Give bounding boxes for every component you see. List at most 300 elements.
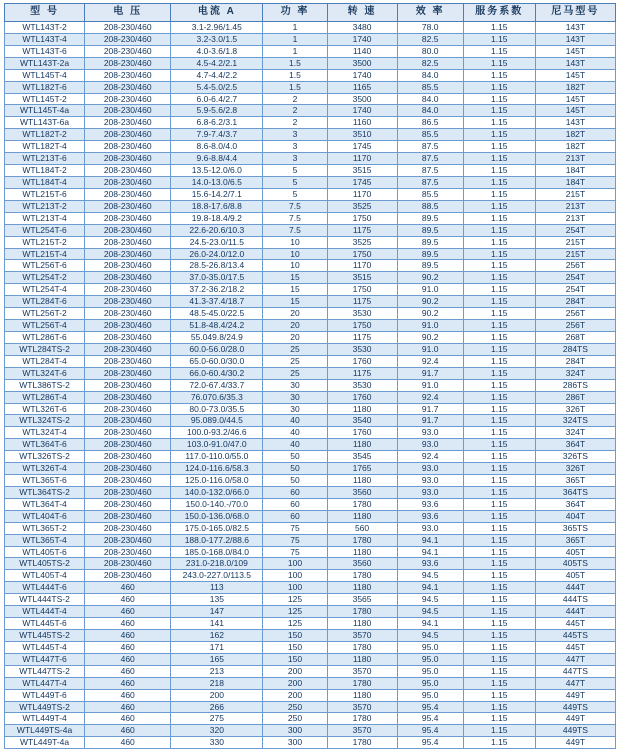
table-cell: 1750: [327, 320, 397, 332]
table-cell: 60: [263, 486, 327, 498]
table-cell: 113: [171, 582, 263, 594]
table-cell: 208-230/460: [85, 81, 171, 93]
table-cell: WTL386TS-2: [5, 379, 85, 391]
table-cell: 208-230/460: [85, 296, 171, 308]
table-row: [5, 379, 616, 391]
table-row: [5, 510, 616, 522]
table-cell: 7.5: [263, 212, 327, 224]
table-cell: 208-230/460: [85, 570, 171, 582]
table-cell: 365T: [535, 534, 615, 546]
table-cell: 75: [263, 522, 327, 534]
table-cell: 10: [263, 248, 327, 260]
table-row: [5, 81, 616, 93]
table-cell: 10: [263, 236, 327, 248]
table-cell: 449T: [535, 713, 615, 725]
table-cell: WTL447T-4: [5, 677, 85, 689]
motor-spec-table: [4, 3, 616, 749]
table-cell: 208-230/460: [85, 475, 171, 487]
table-row: [5, 355, 616, 367]
table-cell: 3570: [327, 630, 397, 642]
table-row: [5, 725, 616, 737]
table-cell: 208-230/460: [85, 224, 171, 236]
table-cell: 449T: [535, 689, 615, 701]
table-cell: 1.15: [463, 737, 535, 749]
table-cell: WTL256T-6: [5, 260, 85, 272]
table-row: [5, 582, 616, 594]
table-cell: 256T: [535, 260, 615, 272]
table-cell: 1.15: [463, 212, 535, 224]
table-cell: 3.1-2.96/1.45: [171, 22, 263, 34]
table-cell: 80.0-73.0/35.5: [171, 403, 263, 415]
table-cell: 3545: [327, 451, 397, 463]
table-cell: 28.5-26.8/13.4: [171, 260, 263, 272]
table-cell: 365T: [535, 475, 615, 487]
table-cell: 449TS: [535, 725, 615, 737]
table-cell: 19.8-18.4/9.2: [171, 212, 263, 224]
table-row: [5, 570, 616, 582]
table-cell: WTL449T-4: [5, 713, 85, 725]
table-cell: 208-230/460: [85, 558, 171, 570]
table-cell: 1.5: [263, 57, 327, 69]
table-cell: 326TS: [535, 451, 615, 463]
table-cell: 84.0: [397, 69, 463, 81]
table-cell: 208-230/460: [85, 141, 171, 153]
table-row: [5, 200, 616, 212]
table-cell: 100.0-93.2/46.6: [171, 427, 263, 439]
table-cell: 1.15: [463, 272, 535, 284]
table-cell: 1760: [327, 391, 397, 403]
table-cell: 460: [85, 641, 171, 653]
table-cell: 185.0-168.0/84.0: [171, 546, 263, 558]
table-cell: 3530: [327, 343, 397, 355]
table-cell: 1.15: [463, 534, 535, 546]
table-cell: 213T: [535, 212, 615, 224]
table-cell: 3.2-3.0/1.5: [171, 33, 263, 45]
table-cell: 444TS: [535, 594, 615, 606]
table-cell: 1180: [327, 689, 397, 701]
table-cell: 1745: [327, 141, 397, 153]
table-cell: 93.6: [397, 558, 463, 570]
table-cell: 22.6-20.6/10.3: [171, 224, 263, 236]
table-cell: 208-230/460: [85, 153, 171, 165]
table-cell: 1.15: [463, 93, 535, 105]
table-cell: 1.15: [463, 165, 535, 177]
table-cell: 1.15: [463, 630, 535, 642]
column-header-efficiency: 效 率: [397, 4, 463, 22]
table-cell: 1760: [327, 427, 397, 439]
table-cell: 460: [85, 725, 171, 737]
table-cell: 4.7-4.4/2.2: [171, 69, 263, 81]
table-cell: 1.15: [463, 57, 535, 69]
table-cell: 218: [171, 677, 263, 689]
table-cell: 1.15: [463, 522, 535, 534]
table-cell: 94.5: [397, 606, 463, 618]
table-cell: 254T: [535, 284, 615, 296]
table-cell: 184T: [535, 165, 615, 177]
table-cell: 286TS: [535, 379, 615, 391]
table-cell: WTL445TS-2: [5, 630, 85, 642]
table-row: [5, 665, 616, 677]
table-row: [5, 486, 616, 498]
table-cell: 92.4: [397, 355, 463, 367]
table-cell: WTL215T-6: [5, 188, 85, 200]
table-cell: 6.8-6.2/3.1: [171, 117, 263, 129]
table-cell: 20: [263, 331, 327, 343]
table-cell: 14.0-13.0/6.5: [171, 176, 263, 188]
table-cell: WTL145T-4: [5, 69, 85, 81]
table-row: [5, 141, 616, 153]
table-cell: 208-230/460: [85, 379, 171, 391]
table-cell: 1765: [327, 463, 397, 475]
table-row: [5, 224, 616, 236]
table-cell: WTL182T-4: [5, 141, 85, 153]
table-cell: 324T: [535, 427, 615, 439]
table-cell: 1780: [327, 713, 397, 725]
table-cell: 1.15: [463, 367, 535, 379]
table-cell: 1175: [327, 331, 397, 343]
table-cell: 1.15: [463, 296, 535, 308]
table-cell: 150: [263, 630, 327, 642]
table-cell: 250: [263, 701, 327, 713]
table-cell: WTL184T-2: [5, 165, 85, 177]
table-cell: 3525: [327, 236, 397, 248]
table-row: [5, 618, 616, 630]
table-cell: 48.5-45.0/22.5: [171, 308, 263, 320]
table-cell: 93.6: [397, 510, 463, 522]
table-cell: 460: [85, 582, 171, 594]
table-cell: 200: [171, 689, 263, 701]
table-cell: 26.0-24.0/12.0: [171, 248, 263, 260]
table-body: [5, 22, 616, 749]
table-cell: WTL365T-6: [5, 475, 85, 487]
table-cell: 30: [263, 379, 327, 391]
table-cell: 1.15: [463, 618, 535, 630]
table-row: [5, 498, 616, 510]
table-cell: 1.15: [463, 475, 535, 487]
table-cell: 91.0: [397, 379, 463, 391]
table-cell: 1.15: [463, 236, 535, 248]
table-cell: 1.15: [463, 391, 535, 403]
table-cell: 25: [263, 343, 327, 355]
table-cell: 1.15: [463, 343, 535, 355]
table-cell: WTL326TS-2: [5, 451, 85, 463]
table-cell: 1.15: [463, 248, 535, 260]
table-cell: 256T: [535, 320, 615, 332]
table-row: [5, 630, 616, 642]
table-cell: 86.5: [397, 117, 463, 129]
table-cell: 145T: [535, 69, 615, 81]
table-cell: 1180: [327, 618, 397, 630]
table-cell: 184T: [535, 176, 615, 188]
table-cell: 208-230/460: [85, 463, 171, 475]
table-cell: 1180: [327, 475, 397, 487]
table-cell: 89.5: [397, 260, 463, 272]
table-cell: WTL365T-4: [5, 534, 85, 546]
table-cell: 93.6: [397, 498, 463, 510]
table-cell: 117.0-110.0/55.0: [171, 451, 263, 463]
table-cell: WTL444TS-2: [5, 594, 85, 606]
table-cell: 215T: [535, 236, 615, 248]
table-cell: 143T: [535, 33, 615, 45]
table-cell: 460: [85, 606, 171, 618]
table-cell: 1.15: [463, 665, 535, 677]
table-cell: WTL143T-6a: [5, 117, 85, 129]
table-cell: 65.0-60.0/30.0: [171, 355, 263, 367]
table-cell: 85.5: [397, 81, 463, 93]
table-row: [5, 22, 616, 34]
table-cell: 445T: [535, 618, 615, 630]
table-row: [5, 391, 616, 403]
table-cell: 90.2: [397, 308, 463, 320]
table-cell: 208-230/460: [85, 212, 171, 224]
table-cell: 3: [263, 129, 327, 141]
table-cell: WTL182T-2: [5, 129, 85, 141]
table-cell: 200: [263, 665, 327, 677]
table-cell: 95.0: [397, 641, 463, 653]
table-cell: 95.0: [397, 677, 463, 689]
table-cell: 1.15: [463, 498, 535, 510]
table-cell: 1745: [327, 176, 397, 188]
table-cell: 6.0-6.4/2.7: [171, 93, 263, 105]
table-cell: 89.5: [397, 236, 463, 248]
table-cell: 243.0-227.0/113.5: [171, 570, 263, 582]
table-row: [5, 236, 616, 248]
table-cell: 460: [85, 665, 171, 677]
table-cell: 1.15: [463, 81, 535, 93]
table-cell: 1780: [327, 677, 397, 689]
table-cell: 143T: [535, 117, 615, 129]
table-cell: 135: [171, 594, 263, 606]
table-cell: 208-230/460: [85, 320, 171, 332]
table-cell: 91.0: [397, 284, 463, 296]
table-cell: 3480: [327, 22, 397, 34]
table-cell: 1.15: [463, 427, 535, 439]
table-row: [5, 403, 616, 415]
table-row: [5, 105, 616, 117]
table-cell: 208-230/460: [85, 355, 171, 367]
column-header-service-factor: 服务系数: [463, 4, 535, 22]
table-cell: 1.15: [463, 415, 535, 427]
table-cell: 1750: [327, 284, 397, 296]
table-cell: 50: [263, 475, 327, 487]
table-cell: 1180: [327, 546, 397, 558]
table-cell: 94.1: [397, 618, 463, 630]
table-row: [5, 475, 616, 487]
table-cell: 3515: [327, 165, 397, 177]
table-cell: 1740: [327, 105, 397, 117]
table-cell: 13.5-12.0/6.0: [171, 165, 263, 177]
table-row: [5, 272, 616, 284]
table-row: [5, 367, 616, 379]
table-cell: 95.0: [397, 665, 463, 677]
table-cell: 208-230/460: [85, 33, 171, 45]
table-cell: 100: [263, 570, 327, 582]
table-cell: 1.15: [463, 176, 535, 188]
table-row: [5, 343, 616, 355]
table-cell: 85.5: [397, 129, 463, 141]
table-cell: 3540: [327, 415, 397, 427]
table-cell: WTL449TS-4a: [5, 725, 85, 737]
table-cell: WTL215T-4: [5, 248, 85, 260]
table-cell: WTL184T-4: [5, 176, 85, 188]
table-cell: 208-230/460: [85, 260, 171, 272]
table-cell: 162: [171, 630, 263, 642]
table-row: [5, 522, 616, 534]
table-row: [5, 594, 616, 606]
table-cell: 1175: [327, 367, 397, 379]
table-cell: 94.1: [397, 534, 463, 546]
table-cell: 15: [263, 296, 327, 308]
table-cell: 4.0-3.6/1.8: [171, 45, 263, 57]
table-cell: 300: [263, 725, 327, 737]
table-cell: 3510: [327, 129, 397, 141]
table-cell: WTL405T-6: [5, 546, 85, 558]
table-cell: 1.15: [463, 689, 535, 701]
table-cell: 1780: [327, 737, 397, 749]
table-cell: WTL445T-4: [5, 641, 85, 653]
table-cell: 89.5: [397, 212, 463, 224]
table-cell: 87.5: [397, 153, 463, 165]
table-cell: 94.5: [397, 630, 463, 642]
table-cell: 8.6-8.0/4.0: [171, 141, 263, 153]
table-cell: 100: [263, 582, 327, 594]
table-cell: 124.0-116.6/58.3: [171, 463, 263, 475]
table-cell: 1140: [327, 45, 397, 57]
table-cell: 208-230/460: [85, 331, 171, 343]
table-cell: 444T: [535, 582, 615, 594]
table-cell: WTL447T-6: [5, 653, 85, 665]
table-cell: WTL143T-4: [5, 33, 85, 45]
table-cell: 5: [263, 188, 327, 200]
table-cell: 150.0-140.-/70.0: [171, 498, 263, 510]
table-cell: 208-230/460: [85, 391, 171, 403]
table-cell: WTL364T-6: [5, 439, 85, 451]
table-cell: 1.15: [463, 69, 535, 81]
table-cell: WTL449T-4a: [5, 737, 85, 749]
table-cell: WTL405TS-2: [5, 558, 85, 570]
table-cell: 4.5-4.2/2.1: [171, 57, 263, 69]
table-cell: WTL145T-4a: [5, 105, 85, 117]
table-cell: 326T: [535, 463, 615, 475]
table-cell: WTL444T-4: [5, 606, 85, 618]
table-cell: 143T: [535, 57, 615, 69]
column-header-speed: 转 速: [327, 4, 397, 22]
table-cell: 25: [263, 355, 327, 367]
table-cell: 5: [263, 165, 327, 177]
table-cell: WTL326T-6: [5, 403, 85, 415]
table-cell: WTL404T-6: [5, 510, 85, 522]
table-cell: 143T: [535, 22, 615, 34]
table-cell: 300: [263, 737, 327, 749]
table-cell: 445T: [535, 641, 615, 653]
table-cell: 72.0-67.4/33.7: [171, 379, 263, 391]
table-cell: 3530: [327, 379, 397, 391]
table-cell: WTL145T-2: [5, 93, 85, 105]
table-cell: 1.15: [463, 463, 535, 475]
table-row: [5, 737, 616, 749]
table-cell: 447TS: [535, 665, 615, 677]
table-cell: 1.15: [463, 320, 535, 332]
table-cell: 1.15: [463, 33, 535, 45]
table-row: [5, 713, 616, 725]
table-cell: 100: [263, 558, 327, 570]
table-cell: 1.15: [463, 546, 535, 558]
table-cell: 1760: [327, 355, 397, 367]
table-cell: WTL284TS-2: [5, 343, 85, 355]
table-cell: 449T: [535, 737, 615, 749]
table-cell: 1.15: [463, 22, 535, 34]
table-cell: 40: [263, 427, 327, 439]
table-cell: 330: [171, 737, 263, 749]
table-cell: 1750: [327, 248, 397, 260]
table-cell: WTL215T-2: [5, 236, 85, 248]
table-cell: 1.15: [463, 653, 535, 665]
table-row: [5, 439, 616, 451]
table-cell: 25: [263, 367, 327, 379]
table-row: [5, 606, 616, 618]
table-cell: 95.4: [397, 713, 463, 725]
table-row: [5, 117, 616, 129]
table-cell: 10: [263, 260, 327, 272]
table-cell: 84.0: [397, 105, 463, 117]
table-cell: 3: [263, 153, 327, 165]
table-cell: 90.2: [397, 272, 463, 284]
table-cell: 93.0: [397, 463, 463, 475]
table-cell: 208-230/460: [85, 176, 171, 188]
table-cell: 1.15: [463, 582, 535, 594]
table-cell: 103.0-91.0/47.0: [171, 439, 263, 451]
table-cell: 1.15: [463, 558, 535, 570]
table-cell: 1.15: [463, 331, 535, 343]
table-cell: 15: [263, 272, 327, 284]
table-header: [5, 4, 616, 22]
table-cell: 460: [85, 737, 171, 749]
table-cell: 7.5: [263, 200, 327, 212]
table-cell: 60: [263, 498, 327, 510]
table-cell: 150.0-136.0/68.0: [171, 510, 263, 522]
table-cell: 15.6-14.2/7.1: [171, 188, 263, 200]
table-cell: 94.1: [397, 546, 463, 558]
table-cell: 266: [171, 701, 263, 713]
table-cell: 87.5: [397, 141, 463, 153]
table-cell: 145T: [535, 105, 615, 117]
table-cell: 1780: [327, 534, 397, 546]
table-cell: 18.8-17.6/8.8: [171, 200, 263, 212]
table-cell: 208-230/460: [85, 403, 171, 415]
table-cell: 90.2: [397, 296, 463, 308]
table-cell: 1.15: [463, 153, 535, 165]
table-cell: 460: [85, 594, 171, 606]
table-cell: WTL286T-6: [5, 331, 85, 343]
table-cell: 208-230/460: [85, 57, 171, 69]
table-cell: 1.15: [463, 308, 535, 320]
table-cell: 364T: [535, 439, 615, 451]
table-cell: 91.0: [397, 320, 463, 332]
table-cell: 213T: [535, 153, 615, 165]
table-cell: 1.15: [463, 725, 535, 737]
table-cell: 3500: [327, 57, 397, 69]
table-cell: WTL405T-4: [5, 570, 85, 582]
table-cell: 208-230/460: [85, 439, 171, 451]
table-cell: 7.9-7.4/3.7: [171, 129, 263, 141]
table-cell: 460: [85, 630, 171, 642]
table-cell: 208-230/460: [85, 188, 171, 200]
table-cell: 150: [263, 653, 327, 665]
table-cell: 93.0: [397, 522, 463, 534]
table-cell: 94.5: [397, 594, 463, 606]
table-cell: 95.4: [397, 737, 463, 749]
table-cell: 55.049.8/24.9: [171, 331, 263, 343]
